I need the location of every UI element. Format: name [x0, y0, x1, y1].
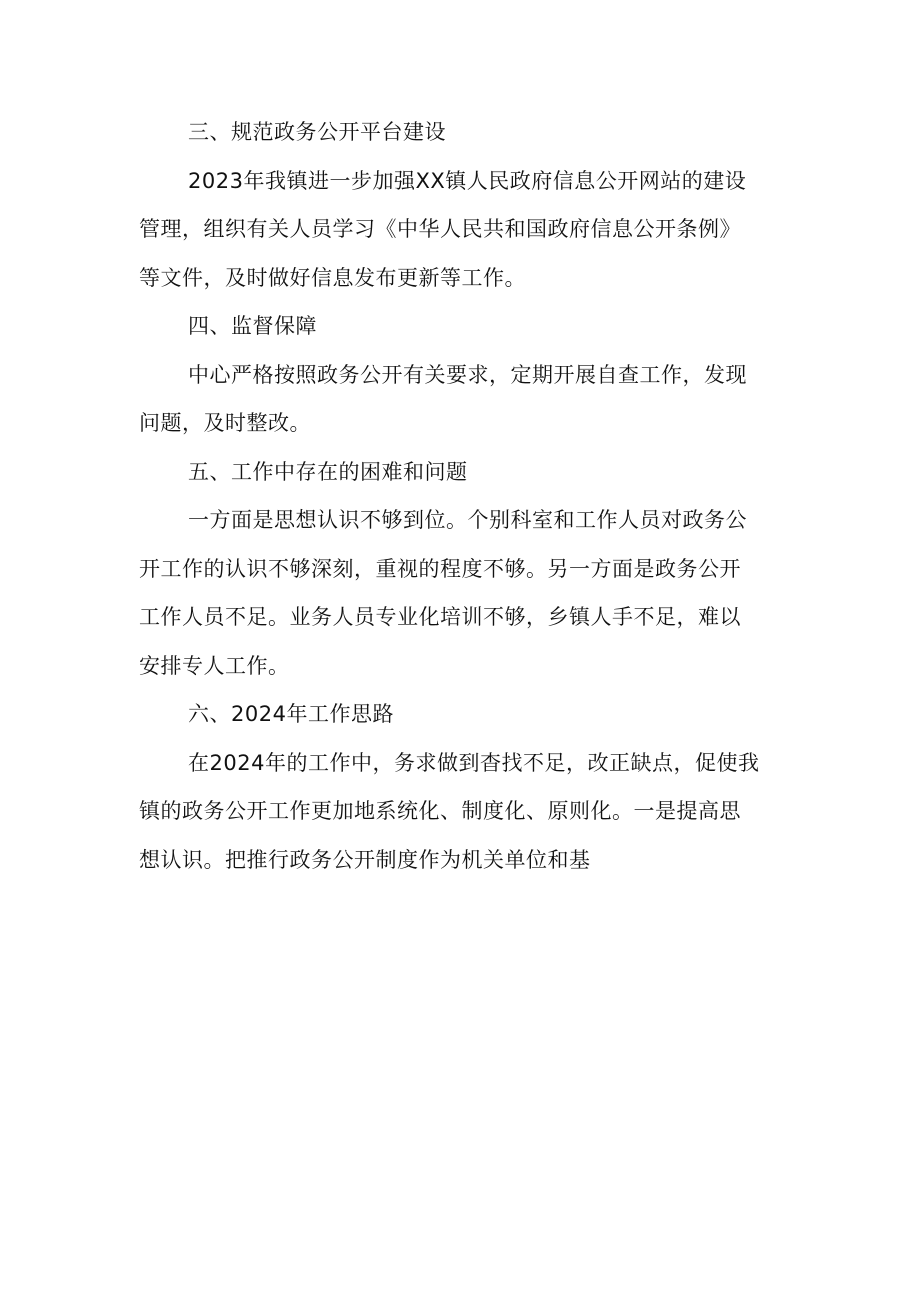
paragraph-line: 等文件，及时做好信息发布更新等工作。 [139, 265, 526, 290]
section-heading: 四、监督保障 [188, 314, 317, 338]
section-heading: 六、2024年工作思路 [188, 702, 394, 726]
section-heading: 三、规范政务公开平台建设 [188, 120, 446, 144]
paragraph-line: 想认识。把推行政务公开制度作为机关单位和基 [139, 847, 591, 872]
paragraph-line: 工作人员不足。业务人员专业化培训不够，乡镇人手不足，难以 [139, 605, 741, 629]
paragraph-line: 中心严格按照政务公开有关要求，定期开展自查工作，发现 [188, 362, 747, 387]
section-6 [139, 690, 789, 884]
paragraph-line: 问题，及时整改。 [139, 411, 311, 435]
paragraph-line: 在2024年的工作中，务求做到杳找不足，改正缺点，促使我 [188, 750, 760, 775]
paragraph-line: 一方面是思想认识不够到位。个别科室和工作人员对政务公 [188, 508, 747, 532]
section-3 [139, 108, 789, 302]
section-5 [139, 448, 789, 691]
section-4 [139, 302, 789, 448]
section-heading: 五、工作中存在的困难和问题 [188, 459, 468, 484]
paragraph-line: 安排专人工作。 [139, 653, 290, 678]
paragraph-line: 开工作的认识不够深刻，重视的程度不够。另一方面是政务公开 [139, 556, 741, 581]
paragraph-line: 管理，组织有关人员学习《中华人民共和国政府信息公开条例》 [139, 217, 741, 241]
paragraph-line: 2023年我镇进一步加强XX镇人民政府信息公开网站的建设 [188, 168, 747, 193]
paragraph-line: 镇的政务公开工作更加地系统化、制度化、原则化。一是提高思 [139, 799, 741, 823]
document-body [139, 108, 789, 884]
